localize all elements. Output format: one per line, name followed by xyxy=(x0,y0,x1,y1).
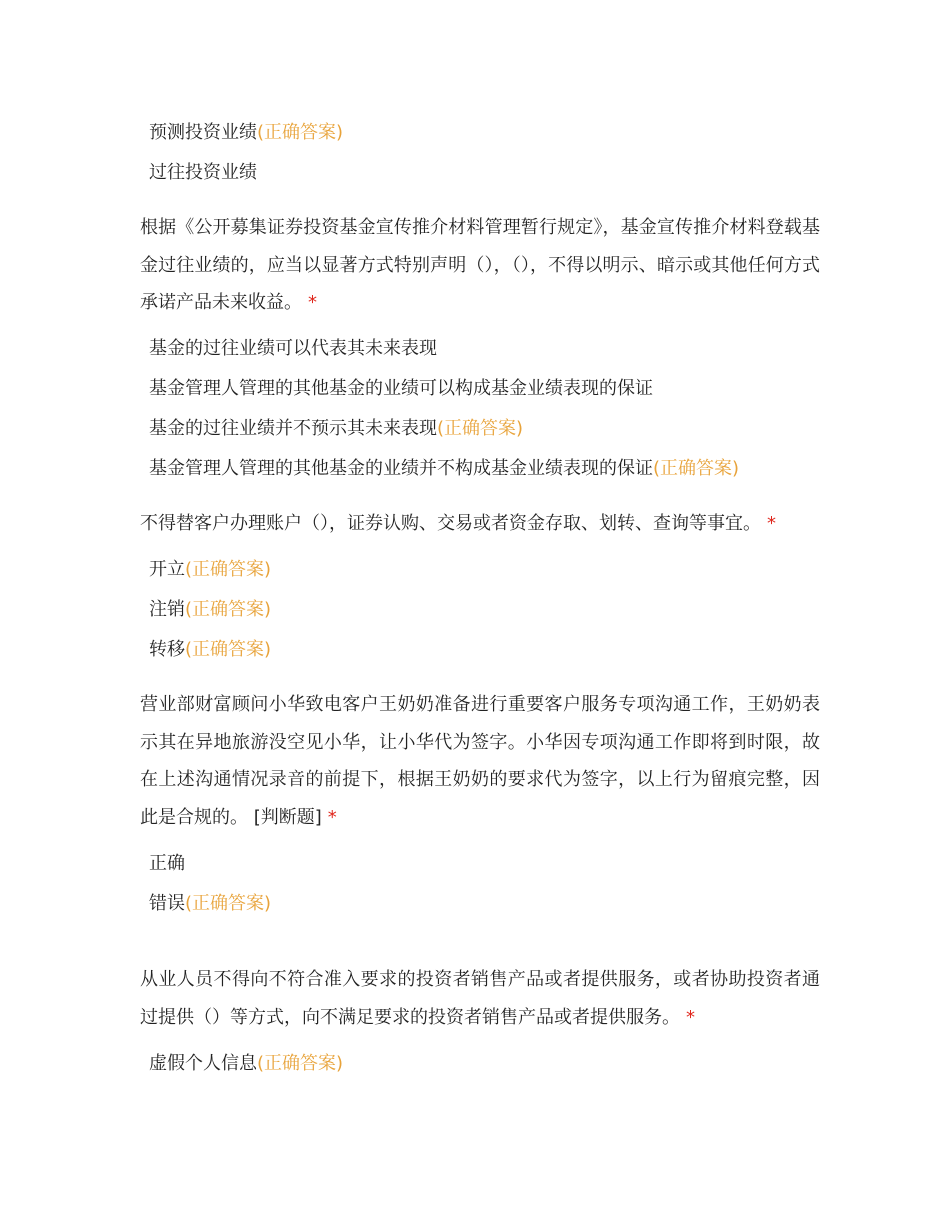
option-text: 注销 xyxy=(149,599,185,620)
option-item xyxy=(149,337,437,361)
correct-answer-mark: (正确答案) xyxy=(257,122,344,143)
option-text: 开立 xyxy=(149,559,185,580)
option-item xyxy=(149,161,257,185)
correct-answer-mark: (正确答案) xyxy=(437,418,524,439)
option-item xyxy=(149,377,653,401)
question-body: 从业人员不得向不符合准入要求的投资者销售产品或者提供服务，或者协助投资者通过提供（）等方式，向不满足要求的投资者销售产品或者提供服务。 xyxy=(140,969,820,1028)
option-text: 错误 xyxy=(149,893,185,914)
option-item xyxy=(149,892,271,916)
option-text: 过往投资业绩 xyxy=(149,162,257,183)
option-text: 基金的过往业绩并不预示其未来表现 xyxy=(149,418,437,439)
option-item xyxy=(149,598,271,622)
correct-answer-mark: (正确答案) xyxy=(185,599,272,620)
option-item xyxy=(149,1052,343,1076)
question-text xyxy=(140,686,820,836)
option-item xyxy=(149,558,271,582)
question-text xyxy=(140,209,820,322)
required-mark: * xyxy=(767,513,776,534)
option-text: 基金管理人管理的其他基金的业绩可以构成基金业绩表现的保证 xyxy=(149,378,653,399)
option-item xyxy=(149,121,343,145)
option-text: 转移 xyxy=(149,639,185,660)
option-text: 基金管理人管理的其他基金的业绩并不构成基金业绩表现的保证 xyxy=(149,458,653,479)
correct-answer-mark: (正确答案) xyxy=(185,559,272,580)
option-text: 正确 xyxy=(149,853,185,874)
question-type-tag: [判断题] xyxy=(253,806,322,828)
required-mark: * xyxy=(686,1006,695,1028)
option-text: 基金的过往业绩可以代表其未来表现 xyxy=(149,338,437,359)
option-item xyxy=(149,852,185,876)
correct-answer-mark: (正确答案) xyxy=(653,458,740,479)
question-body: 营业部财富顾问小华致电客户王奶奶准备进行重要客户服务专项沟通工作，王奶奶表示其在异地旅游没空见小华，让小华代为签字。小华因专项沟通工作即将到时限，故在上述沟通情况录音的前提下，根据王奶奶的要求代为签字，以上行为留痕完整，因此是合规的。 xyxy=(140,694,820,828)
correct-answer-mark: (正确答案) xyxy=(257,1053,344,1074)
correct-answer-mark: (正确答案) xyxy=(185,639,272,660)
option-item xyxy=(149,638,271,662)
option-text: 预测投资业绩 xyxy=(149,122,257,143)
required-mark: * xyxy=(308,292,317,313)
question-body: 不得替客户办理账户（），证券认购、交易或者资金存取、划转、查询等事宜。 xyxy=(140,513,761,534)
question-body: 根据《公开募集证券投资基金宣传推介材料管理暂行规定》，基金宣传推介材料登载基金过往业绩的，应当以显著方式特别声明（），（），不得以明示、暗示或其他任何方式承诺产品未来收益。 xyxy=(140,217,820,313)
correct-answer-mark: (正确答案) xyxy=(185,893,272,914)
option-item xyxy=(149,457,739,481)
option-item xyxy=(149,417,523,441)
option-text: 虚假个人信息 xyxy=(149,1053,257,1074)
question-text xyxy=(140,961,820,1036)
required-mark: * xyxy=(327,806,337,828)
question-text xyxy=(140,505,820,543)
